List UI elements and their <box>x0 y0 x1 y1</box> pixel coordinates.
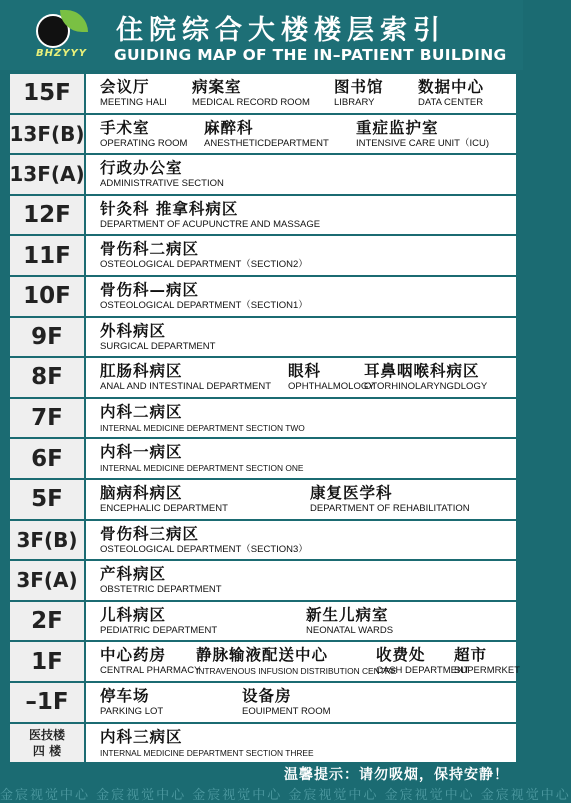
department-name-en: INTERNAL MEDICINE DEPARTMENT SECTION THREE <box>100 747 314 758</box>
department-name-cn: 骨伤科—病区 <box>100 280 200 299</box>
department-name-en: OSTEOLOGICAL DEPARTMENT（SECTION3） <box>100 543 308 555</box>
department-entry <box>100 605 217 637</box>
department-name-en: ENCEPHALIC DEPARTMENT <box>100 502 228 514</box>
brand-text: 金宸视觉中心 <box>480 788 571 803</box>
department-name-cn: 产科病区 <box>100 565 167 584</box>
department-entry <box>100 564 222 596</box>
floor-label: 5F <box>10 480 86 519</box>
department-name-en: SUPERMRKET <box>454 665 520 677</box>
department-name-en: INTRAVENOUS INFUSION DISTRIBUTION CENTRE <box>196 666 397 677</box>
floor-row <box>10 196 516 235</box>
department-name-en: LIBRARY <box>334 97 375 108</box>
brand-text: 金宸视觉中心 <box>192 788 289 803</box>
department-entry <box>100 199 320 231</box>
department-entry <box>204 118 329 150</box>
floor-row <box>10 74 516 113</box>
department-name-cn: 针灸科 推拿科病区 <box>100 199 239 218</box>
department-entry <box>334 77 384 109</box>
department-entry <box>100 483 228 515</box>
floor-label: 11F <box>10 236 86 275</box>
department-name-cn: 眼科 <box>288 362 322 381</box>
department-name-cn: 手术室 <box>100 118 150 137</box>
department-entry <box>306 605 393 637</box>
department-name-en: OSTEOLOGICAL DEPARTMENT（SECTION1） <box>100 299 308 311</box>
floor-label: 13F(B) <box>10 115 86 154</box>
department-entry <box>192 77 310 109</box>
floor-label: 12F <box>10 196 86 235</box>
department-name-en: CASH DEPARTMENT <box>376 665 470 677</box>
department-name-en: ADMINISTRATIVE SECTION <box>100 178 224 190</box>
floor-row <box>10 277 516 316</box>
department-name-cn: 新生儿病室 <box>306 605 389 624</box>
department-name-en: INTERNAL MEDICINE DEPARTMENT SECTION ONE <box>100 463 304 474</box>
department-name-en: DEPARTMENT OF REHABILITATION <box>310 502 470 514</box>
floor-row <box>10 561 516 600</box>
department-name-en: PARKING LOT <box>100 705 164 717</box>
department-name-cn: 行政办公室 <box>100 159 183 178</box>
floor-label-line: 四 楼 <box>32 743 62 758</box>
page-title-cn: 住院综合大楼楼层索引 <box>116 15 446 46</box>
department-name-cn: 静脉输液配送中心 <box>196 646 329 665</box>
department-name-cn: 儿科病区 <box>100 605 167 624</box>
department-name-cn: 内科三病区 <box>100 727 183 746</box>
brand-text: 金宸视觉中心 <box>0 788 97 803</box>
department-name-cn: 图书馆 <box>334 78 384 96</box>
department-name-en: CENTRAL PHARMACY <box>100 665 201 677</box>
department-name-cn: 中心药房 <box>100 646 167 665</box>
department-entry <box>100 239 308 271</box>
department-name-cn: 内科二病区 <box>100 402 183 421</box>
department-entry <box>418 77 484 109</box>
department-name-en: SURGICAL DEPARTMENT <box>100 340 216 352</box>
department-name-cn: 骨伤科三病区 <box>100 524 200 543</box>
department-entry <box>100 524 308 556</box>
department-name-cn: 外科病区 <box>100 321 167 340</box>
brand-strip <box>0 784 571 803</box>
department-name-cn: 麻醉科 <box>204 118 254 137</box>
floor-label: 8F <box>10 358 86 397</box>
department-entry <box>100 321 215 353</box>
department-entry <box>196 645 396 677</box>
department-name-cn: 耳鼻咽喉科病区 <box>364 362 480 381</box>
footer <box>0 760 571 803</box>
department-name-cn: 收费处 <box>376 646 426 665</box>
floor-row <box>10 318 516 357</box>
department-entry <box>100 645 200 677</box>
department-name-en: DEPARTMENT OF ACUPUNCTRE AND MASSAGE <box>100 218 321 230</box>
floor-label: 3F(A) <box>10 561 86 600</box>
department-name-en: INTERNAL MEDICINE DEPARTMENT SECTION TWO <box>100 422 305 433</box>
department-name-cn: 肛肠科病区 <box>100 362 183 381</box>
department-entry <box>100 442 304 474</box>
floor-row <box>10 480 516 519</box>
department-entry <box>100 118 187 150</box>
department-name-cn: 脑病科病区 <box>100 483 183 502</box>
department-name-en: DATA CENTER <box>418 97 484 108</box>
floor-row <box>10 358 516 397</box>
floor-row <box>10 683 516 722</box>
floor-row <box>10 115 516 154</box>
brand-text: 金宸视觉中心 <box>96 788 193 803</box>
floor-label: 2F <box>10 602 86 641</box>
department-name-cn: 设备房 <box>242 686 292 705</box>
floor-label: –1F <box>10 683 86 722</box>
department-name-cn: 会议厅 <box>100 78 150 96</box>
floor-label: 7F <box>10 399 86 438</box>
department-entry <box>242 686 331 718</box>
department-name-cn: 停车场 <box>100 686 150 705</box>
brand-text: 金宸视觉中心 <box>384 788 481 803</box>
floor-row <box>10 602 516 641</box>
floor-row <box>10 236 516 275</box>
page-title-en: GUIDING MAP OF THE IN–PATIENT BUILDING <box>114 46 507 64</box>
floor-label: 6F <box>10 439 86 478</box>
department-entry <box>100 686 163 718</box>
department-name-cn: 骨伤科二病区 <box>100 240 200 259</box>
brand-text: 金宸视觉中心 <box>288 788 385 803</box>
department-name-en: OSTEOLOGICAL DEPARTMENT（SECTION2） <box>100 259 308 271</box>
department-name-en: PEDIATRIC DEPARTMENT <box>100 624 218 636</box>
department-name-en: OPERATING ROOM <box>100 137 188 149</box>
department-name-cn: 超市 <box>454 646 488 665</box>
floor-label: 9F <box>10 318 86 357</box>
department-name-cn: 内科一病区 <box>100 443 183 462</box>
department-entry <box>100 77 167 109</box>
department-entry <box>100 402 305 434</box>
department-name-cn: 康复医学科 <box>310 483 393 502</box>
floor-row <box>10 439 516 478</box>
floor-label: 15F <box>10 74 86 113</box>
department-entry <box>288 361 375 393</box>
logo-text: BHZYYY <box>36 48 87 59</box>
floor-list <box>9 74 520 764</box>
department-name-en: OPHTHALMOLOGY <box>288 381 375 393</box>
department-entry <box>364 361 487 393</box>
floor-row <box>10 521 516 560</box>
department-entry <box>454 645 520 677</box>
floor-row <box>10 642 520 681</box>
department-name-en: ANESTHETICDEPARTMENT <box>204 137 329 149</box>
department-name-en: ANAL AND INTESTINAL DEPARTMENT <box>100 381 272 393</box>
department-name-en: MEETING HALl <box>100 97 167 108</box>
department-entry <box>100 361 271 393</box>
department-entry <box>310 483 470 515</box>
floor-label: 1F <box>10 642 86 681</box>
floor-row <box>10 155 516 194</box>
department-name-en: MEDICAL RECORD ROOM <box>192 97 310 108</box>
header <box>0 0 523 70</box>
department-name-en: NEONATAL WARDS <box>306 624 394 636</box>
department-name-en: OTORHINOLARYNGDLOGY <box>364 381 488 393</box>
department-name-cn: 数据中心 <box>418 78 485 96</box>
department-entry <box>100 280 308 312</box>
floor-row <box>10 724 516 763</box>
department-name-en: EOUIPMENT ROOM <box>242 705 331 717</box>
floor-label: 3F(B) <box>10 521 86 560</box>
floor-label-line: 医技楼 <box>28 727 65 742</box>
department-name-en: OBSTETRIC DEPARTMENT <box>100 584 222 596</box>
department-entry <box>100 727 314 759</box>
floor-row <box>10 399 516 438</box>
floor-label: 13F(A) <box>10 155 86 194</box>
floor-label: 10F <box>10 277 86 316</box>
warning-notice: 温馨提示：请勿吸烟，保持安静！ <box>284 767 509 783</box>
department-entry <box>100 158 224 190</box>
department-name-en: INTENSIVE CARE UNIT（ICU) <box>356 137 490 149</box>
department-name-cn: 重症监护室 <box>356 118 439 137</box>
hospital-logo <box>34 10 94 62</box>
floor-label <box>10 724 86 763</box>
department-name-cn: 病案室 <box>192 78 242 96</box>
department-entry <box>356 118 489 150</box>
